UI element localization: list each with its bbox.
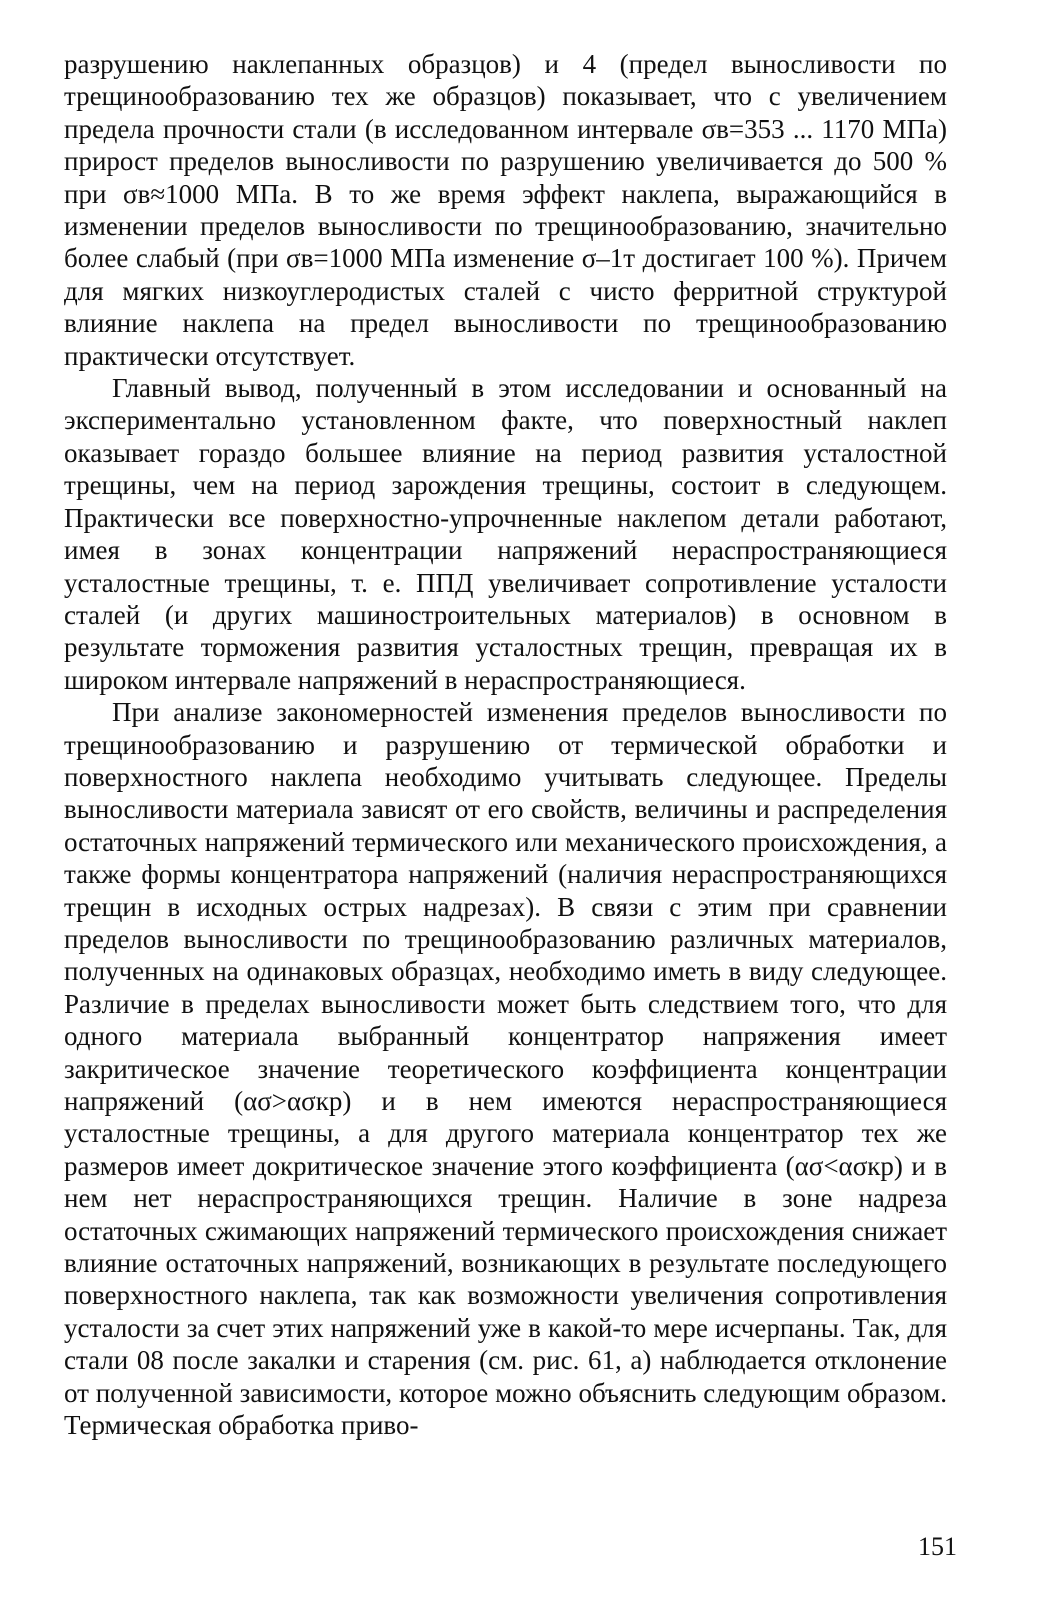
paragraph-1: разрушению наклепанных образцов) и 4 (предел выносливости по трещинообразованию тех же образцов) показывает, что с увеличением предела прочности стали (в исследованном интервале σв=353 ... 1170 МПа) прирост пределов выносливости по разрушению увеличивается до 500 % при σв≈1000 МПа. В то же время эффект наклепа, выражающийся в изменении пределов выносливости по трещинообразованию, значительно более слабый (при σв=1000 МПа изменение σ–1т достигает 100 %). Причем для мягких низкоуглеродистых сталей с чисто ферритной структурой влияние наклепа на предел выносливости по трещинообразованию практически отсутствует.: [64, 49, 947, 371]
page-body: [64, 48, 947, 1441]
paragraph-3: При анализе закономерностей изменения пределов выносливости по трещинообразованию и разрушению от термической обработки и поверхностного наклепа необходимо учитывать следующее. Пределы выносливости материала зависят от его свойств, величины и распределения остаточных напряжений термического или механического происхождения, а также формы концентратора напряжений (наличия нераспространяющихся трещин в исходных острых надрезах). В связи с этим при сравнении пределов выносливости по трещинообразованию различных материалов, полученных на одинаковых образцах, необходимо иметь в виду следующее. Различие в пределах выносливости может быть следствием того, что для одного материала выбранный концентратор напряжения имеет закритическое значение теоретического коэффициента концентрации напряжений (ασ>ασкр) и в нем имеются нераспространяющиеся усталостные трещины, а для другого материала концентратор тех же размеров имеет докритическое значение этого коэффициента (ασ<ασкр) и в нем нет нераспространяющихся трещин. Наличие в зоне надреза остаточных сжимающих напряжений термического происхождения снижает влияние остаточных напряжений, возникающих в результате последующего поверхностного наклепа, так как возможности увеличения сопротивления усталости за счет этих напряжений уже в какой-то мере исчерпаны. Так, для стали 08 после закалки и старения (см. рис. 61, а) наблюдается отклонение от полученной зависимости, которое можно объяснить следующим образом. Термическая обработка приво-: [64, 697, 947, 1441]
page-number: 151: [918, 1532, 957, 1561]
paragraph-2: Главный вывод, полученный в этом исследовании и основанный на экспериментально установленном факте, что поверхностный наклеп оказывает гораздо большее влияние на период развития усталостной трещины, чем на период зарождения трещины, состоит в следующем. Практически все поверхностно-упрочненные наклепом детали работают, имея в зонах концентрации напряжений нераспространяющиеся усталостные трещины, т. е. ППД увеличивает сопротивление усталости сталей (и других машиностроительных материалов) в основном в результате торможения развития усталостных трещин, превращая их в широком интервале напряжений в нераспространяющиеся.: [64, 373, 947, 695]
